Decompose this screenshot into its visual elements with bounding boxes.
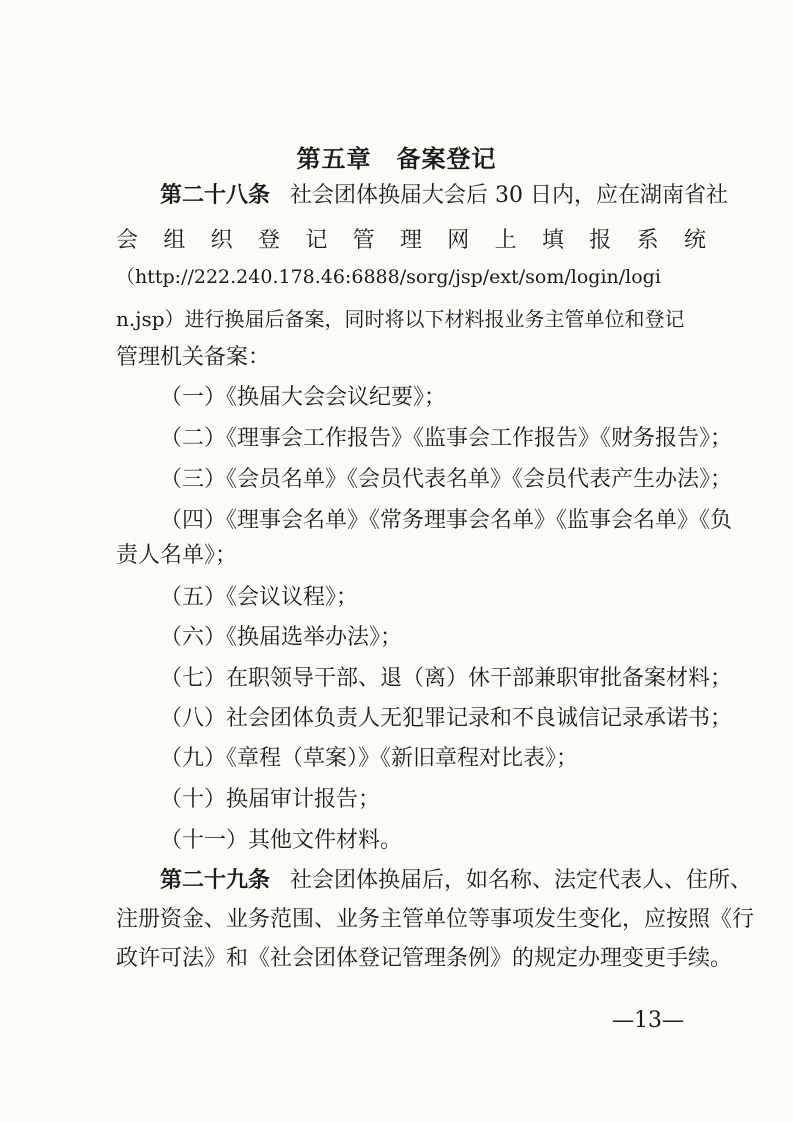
- article-28-line-2: [116, 226, 706, 256]
- spaced-char: 组: [163, 228, 186, 253]
- list-item: （十一）其他文件材料。: [160, 828, 403, 853]
- article-28-line-3: （http://222.240.178.46:6888/sorg/jsp/ext/som/login/logi: [116, 266, 661, 288]
- spaced-char: 填: [541, 228, 564, 253]
- list-item: （四）《理事会名单》《常务理事会名单》《监事会名单》《负: [160, 508, 733, 533]
- spaced-char: 报: [589, 228, 612, 253]
- spaced-char: 统: [683, 228, 706, 253]
- list-item: （九）《章程（草案）》《新旧章程对比表》；: [160, 746, 579, 771]
- article-28-first-line: [160, 181, 728, 211]
- article-28-heading: 第二十八条: [160, 183, 271, 208]
- list-item: （五）《会议议程》；: [160, 585, 359, 610]
- chapter-title: 第五章 备案登记: [296, 145, 497, 173]
- list-item: 责人名单》；: [116, 543, 238, 568]
- list-item: （二）《理事会工作报告》《监事会工作报告》《财务报告》；: [160, 426, 733, 451]
- spaced-char: 登: [257, 228, 280, 253]
- spaced-char: 记: [305, 228, 328, 253]
- spaced-char: 会: [116, 228, 139, 253]
- list-item: （十）换届审计报告；: [160, 787, 381, 812]
- article-29-line-3: 政许可法》和《社会团体登记管理条例》的规定办理变更手续。: [116, 946, 733, 971]
- list-item: （八）社会团体负责人无犯罪记录和不良诚信记录承诺书；: [160, 706, 733, 731]
- spaced-char: 理: [399, 228, 422, 253]
- spaced-char: 上: [494, 228, 517, 253]
- article-29-line-1: 社会团体换届后，如名称、法定代表人、住所、: [290, 868, 753, 893]
- spaced-char: 系: [636, 228, 659, 253]
- spaced-char: 织: [210, 228, 233, 253]
- spaced-char: 网: [447, 228, 470, 253]
- article-28-line-4: n.jsp）进行换届后备案，同时将以下材料报业务主管单位和登记: [116, 307, 685, 331]
- list-item: （七）在职领导干部、退（离）休干部兼职审批备案材料；: [160, 666, 733, 691]
- article-28-line-5: 管理机关备案：: [116, 345, 271, 370]
- list-item: （一）《换届大会会议纪要》；: [160, 385, 447, 410]
- article-29-line-2: 注册资金、业务范围、业务主管单位等事项发生变化，应按照《行: [116, 907, 755, 932]
- list-item: （三）《会员名单》《会员代表名单》《会员代表产生办法》；: [160, 467, 733, 492]
- list-item: （六）《换届选举办法》；: [160, 625, 403, 650]
- spaced-char: 管: [352, 228, 375, 253]
- article-28-line-1: 社会团体换届大会后 30 日内，应在湖南省社: [290, 183, 728, 208]
- article-29-first-line: [160, 866, 752, 896]
- page-number: —13—: [612, 1008, 684, 1033]
- article-29-heading: 第二十九条: [160, 868, 271, 893]
